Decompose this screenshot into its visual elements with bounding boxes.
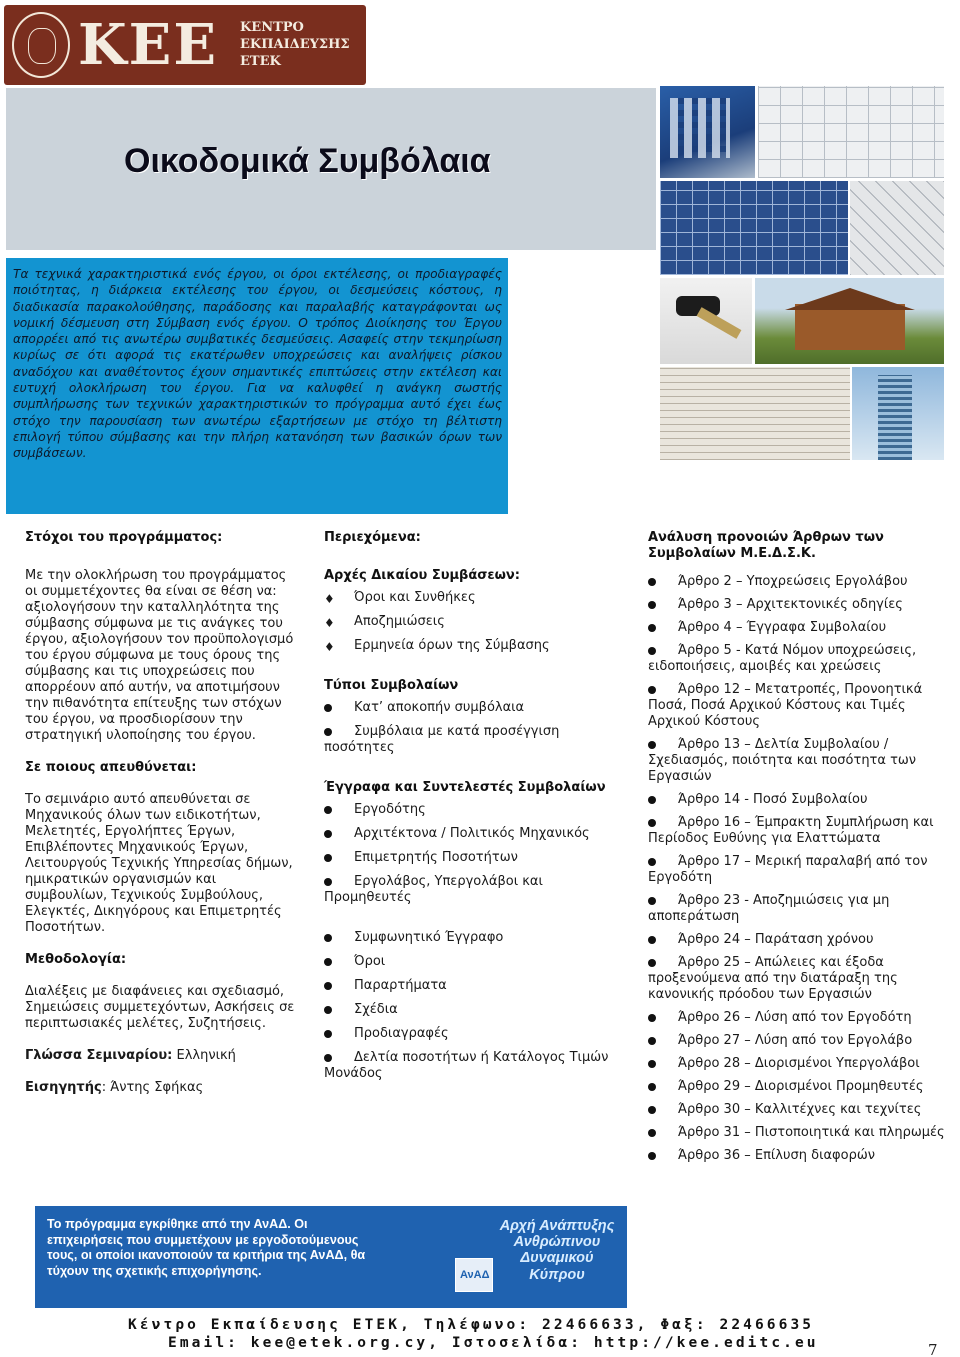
bullet-icon <box>648 624 656 632</box>
list-item: Όροι <box>324 954 614 970</box>
list-item: Προδιαγραφές <box>324 1026 614 1042</box>
audience-heading: Σε ποιους απευθύνεται: <box>25 760 197 775</box>
docs-heading: Έγγραφα και Συντελεστές Συμβολαίων <box>324 780 606 795</box>
anad-org-name: Αρχή Ανάπτυξης Ανθρώπινου Δυναμικού Κύπρου <box>499 1218 615 1283</box>
goals-text: Με την ολοκλήρωση του προγράμματος οι συμμετέχοντες θα είναι σε θέση να: αξιολογήσουν την καταλληλότητα της σύμβασης σύμφωνα με τις ανάγκες του έργου, αξιολογήσουν τον προϋπολογισμό του έργου σύμφωνα με τους όρους της σύμβασης και τις υποχρεώσεις που απορρέουν από αυτήν, να αποτιμήσουν την πιθανότητα επίτευξης των στόχων του έργου, να προσδιορίσουν την στρατηγική υλοποίησης του έργου. <box>25 568 294 743</box>
bullet-icon <box>648 647 656 655</box>
column-contents <box>324 530 614 1090</box>
bullet-icon <box>324 878 332 886</box>
audience-text: Το σεμινάριο αυτό απευθύνεται σε Μηχανικούς όλων των ειδικοτήτων, Μελετητές, Εργολήπτες Έργων, Επιβλέποντες Μηχανικούς Έργων, Λειτουργούς Τεχνικής Υπηρεσίας δήμων, ημικρατικών οργανισμών και συμβουλίων, Τεχνικούς Συμβούλους, Ελεγκτές, Δικηγόρους και Επιμετρητές Ποσοτήτων. <box>25 792 293 935</box>
bullet-icon <box>648 578 656 586</box>
list-item: Άρθρο 5 - Κατά Νόμον υποχρεώσεις, ειδοποιήσεις, αμοιβές και χρεώσεις <box>648 643 917 674</box>
list-item: Άρθρο 29 – Διορισμένοι Προμηθευτές <box>648 1079 946 1095</box>
bullet-icon <box>324 958 332 966</box>
list-item: Άρθρο 25 – Απώλειες και έξοδα προξενούμενα από την διατάραξη της κανονικής πρόοδου των Εργασιών <box>648 955 898 1002</box>
bullet-icon <box>648 819 656 827</box>
column-articles <box>648 530 946 1171</box>
blueprint-photo <box>758 86 944 178</box>
list-item: Άρθρο 4 – Έγγραφα Συμβολαίου <box>648 620 946 636</box>
bullet-icon <box>648 1037 656 1045</box>
list-item: Κατ’ αποκοπήν συμβόλαια <box>324 700 614 716</box>
bullet-icon <box>648 1083 656 1091</box>
bullet-icon <box>324 704 332 712</box>
banner-text: Το πρόγραμμα εγκρίθηκε από την ΑνΑΔ. Οι επιχειρήσεις που συμμετέχουν με εργοδοτούμενους τους, οι οποίοι ικανοποιούν τα κριτήρια της ΑνΑΔ, θα τύχουν της σχετικής επιχορήγησης. <box>47 1217 366 1278</box>
bullet-icon <box>648 1152 656 1160</box>
list-item: Επιμετρητής Ποσοτήτων <box>324 850 614 866</box>
list-item: Παραρτήματα <box>324 978 614 994</box>
list-item: Άρθρο 14 - Ποσό Συμβολαίου <box>648 792 946 808</box>
list-item: Άρθρο 30 – Καλλιτέχνες και τεχνίτες <box>648 1102 946 1118</box>
contract-document-photo <box>660 367 850 460</box>
page-number: 7 <box>928 1341 938 1357</box>
list-item: Άρθρο 12 – Μετατροπές, Προνοητικά Ποσά, Ποσά Αρχικού Κόστους και Τιμές Αρχικού Κόστους <box>648 682 923 729</box>
list-item: Αρχιτέκτονα / Πολιτικός Μηχανικός <box>324 826 614 842</box>
list-item: ♦ Όροι και Συνθήκες <box>324 590 476 606</box>
list-item: Άρθρο 13 – Δελτία Συμβολαίου / Σχεδιασμός, ποιότητα και ποσότητα των Εργασιών <box>648 737 917 784</box>
speaker-line <box>25 1080 301 1096</box>
bullet-icon <box>324 934 332 942</box>
language-value: Ελληνική <box>172 1048 236 1063</box>
list-item: ♦ Ερμηνεία όρων της Σύμβασης <box>324 638 550 654</box>
principles-heading: Αρχές Δικαίου Συμβάσεων: <box>324 568 520 583</box>
list-item: Συμφωνητικό Έγγραφο <box>324 930 614 946</box>
house-photo <box>755 278 944 364</box>
list-item: Άρθρο 36 – Επίλυση διαφορών <box>648 1148 946 1164</box>
bullet-icon <box>648 796 656 804</box>
types-heading: Τύποι Συμβολαίων <box>324 678 459 693</box>
bullet-icon <box>324 806 332 814</box>
list-item: Άρθρο 26 – Λύση από τον Εργοδότη <box>648 1010 946 1026</box>
logo-mark: ΚΕΕ <box>78 12 219 78</box>
bullet-icon <box>648 686 656 694</box>
bullet-icon <box>648 1014 656 1022</box>
bullet-icon <box>324 830 332 838</box>
drawing-tools-photo <box>850 181 944 275</box>
list-item: Άρθρο 2 – Υποχρεώσεις Εργολάβου <box>648 574 946 590</box>
bullet-icon <box>648 858 656 866</box>
bullet-icon <box>648 1129 656 1137</box>
bullet-icon <box>648 897 656 905</box>
anad-banner <box>35 1206 627 1308</box>
diamond-bullet-icon: ♦ <box>324 616 335 630</box>
articles-heading: Ανάλυση προνοιών Άρθρων των Συμβολαίων Μ.Ε.Δ.Σ.Κ. <box>648 530 884 561</box>
list-item: Άρθρο 16 – Έμπρακτη Συμπλήρωση και Περίοδος Ευθύνης για Ελαττώματα <box>648 815 934 846</box>
list-item: ♦ Αποζημιώσεις <box>324 614 445 630</box>
seal-icon <box>12 12 70 78</box>
diamond-bullet-icon: ♦ <box>324 640 335 654</box>
blueprint-photo <box>660 181 848 275</box>
bullet-icon <box>324 1006 332 1014</box>
bullet-icon <box>648 936 656 944</box>
logo-sub-line: ΕΤΕΚ <box>240 54 281 69</box>
bullet-icon <box>648 601 656 609</box>
list-item: Άρθρο 3 – Αρχιτεκτονικές οδηγίες <box>648 597 946 613</box>
logo-sub-line: ΚΕΝΤΡΟ <box>240 20 304 35</box>
anad-emblem-icon <box>455 1258 493 1292</box>
contact-footer <box>0 1316 960 1352</box>
intro-text: Τα τεχνικά χαρακτηριστικά ενός έργου, οι όροι εκτέλεσης, οι προδιαγραφές ποιότητας, η διάρκεια εκτέλεσης του έργου, οι δεσμεύσεις κόστους, η διαδικασία παρακολούθησης, παράδοσης και παραλαβής καταγράφονται ως νομική δέσμευση στη Σύμβαση ενός έργου. Ο τρόπος Διοίκησης του Έργου απορρέει από τις ανωτέρω συμβατικές δεσμεύσεις. Ασαφείς στην τεκμηρίωση κυρίως σε ότι αφορά τις εκατέρωθεν υποχρεώσεις και αναλήψεις ρίσκου αναδόχου και αναθέτοντος έχουν σημαντικές επιπτώσεις στην εκτέλεση και ευτυχή ολοκλήρωση του έργου. Για να καλυφθεί η ανάγκη σωστής συμπλήρωσης των τεχνικών χαρακτηριστικών το πρόγραμμα αυτό έχει έως στόχο την παρουσίαση των ανωτέρω εξαρτήσεων με στόχο τη βέλτιστη επιλογή τύπου σύμβασης και την πλήρη κατανόηση των βασικών όρων των συμβάσεων. <box>13 267 502 461</box>
bullet-icon <box>648 741 656 749</box>
goals-heading: Στόχοι του προγράμματος: <box>25 530 223 545</box>
diamond-bullet-icon: ♦ <box>324 592 335 606</box>
keys-photo <box>660 278 752 364</box>
title-band <box>6 88 656 250</box>
list-item: Άρθρο 24 – Παράταση χρόνου <box>648 932 946 948</box>
method-heading: Μεθοδολογία: <box>25 952 127 967</box>
speaker-value: : Άντης Σφήκας <box>101 1080 204 1095</box>
bullet-icon <box>324 982 332 990</box>
list-item: Σχέδια <box>324 1002 614 1018</box>
list-item: Συμβόλαια με κατά προσέγγιση ποσότητες <box>324 724 560 755</box>
list-item: Εργολάβος, Υπεργολάβοι και Προμηθευτές <box>324 874 543 905</box>
column-program-info <box>25 530 301 1096</box>
footer-contact-line: Κέντρο Εκπαίδευσης ΕΤΕΚ, Τηλέφωνο: 22466633, Φαξ: 22466635 <box>128 1317 815 1333</box>
list-item: Άρθρο 27 – Λύση από τον Εργολάβο <box>648 1033 946 1049</box>
logo-sub-line: ΕΚΠΑΙΔΕΥΣΗΣ <box>240 37 350 52</box>
intro-box <box>6 258 508 514</box>
list-item: Εργοδότης <box>324 802 614 818</box>
bullet-icon <box>324 728 332 736</box>
anad-logo <box>455 1218 615 1300</box>
list-item: Άρθρο 28 – Διορισμένοι Υπεργολάβοι <box>648 1056 946 1072</box>
anad-abbr: ΑνΑΔ <box>460 1269 490 1281</box>
bullet-icon <box>648 959 656 967</box>
page-title: Οικοδομικά Συμβόλαια <box>124 142 491 180</box>
speaker-label: Εισηγητής <box>25 1080 102 1095</box>
list-item: Δελτία ποσοτήτων ή Κατάλογος Τιμών Μονάδος <box>324 1050 609 1081</box>
list-item: Άρθρο 23 - Αποζημιώσεις για μη αποπεράτωση <box>648 893 890 924</box>
language-line <box>25 1048 301 1064</box>
contents-heading: Περιεχόμενα: <box>324 530 421 545</box>
calculator-photo <box>660 86 755 178</box>
method-text: Διαλέξεις με διαφάνειες και σχεδιασμό, Σημειώσεις συμμετεχόντων, Ασκήσεις σε περιπτωσιακές μελέτες, Συζητήσεις. <box>25 984 295 1031</box>
bullet-icon <box>324 1054 332 1062</box>
bullet-icon <box>324 1030 332 1038</box>
photo-collage <box>660 86 944 460</box>
language-label: Γλώσσα Σεμιναρίου: <box>25 1048 173 1063</box>
list-item: Άρθρο 17 – Μερική παραλαβή από τον Εργοδότη <box>648 854 928 885</box>
logo-subtitle <box>240 19 350 70</box>
footer-web-line: Email: kee@etek.org.cy, Ιστοσελίδα: http://kee.editc.eu <box>168 1335 819 1351</box>
bullet-icon <box>648 1060 656 1068</box>
bullet-icon <box>648 1106 656 1114</box>
tower-photo <box>852 367 944 460</box>
bullet-icon <box>324 854 332 862</box>
kee-logo <box>4 5 366 85</box>
list-item: Άρθρο 31 – Πιστοποιητικά και πληρωμές <box>648 1125 946 1141</box>
